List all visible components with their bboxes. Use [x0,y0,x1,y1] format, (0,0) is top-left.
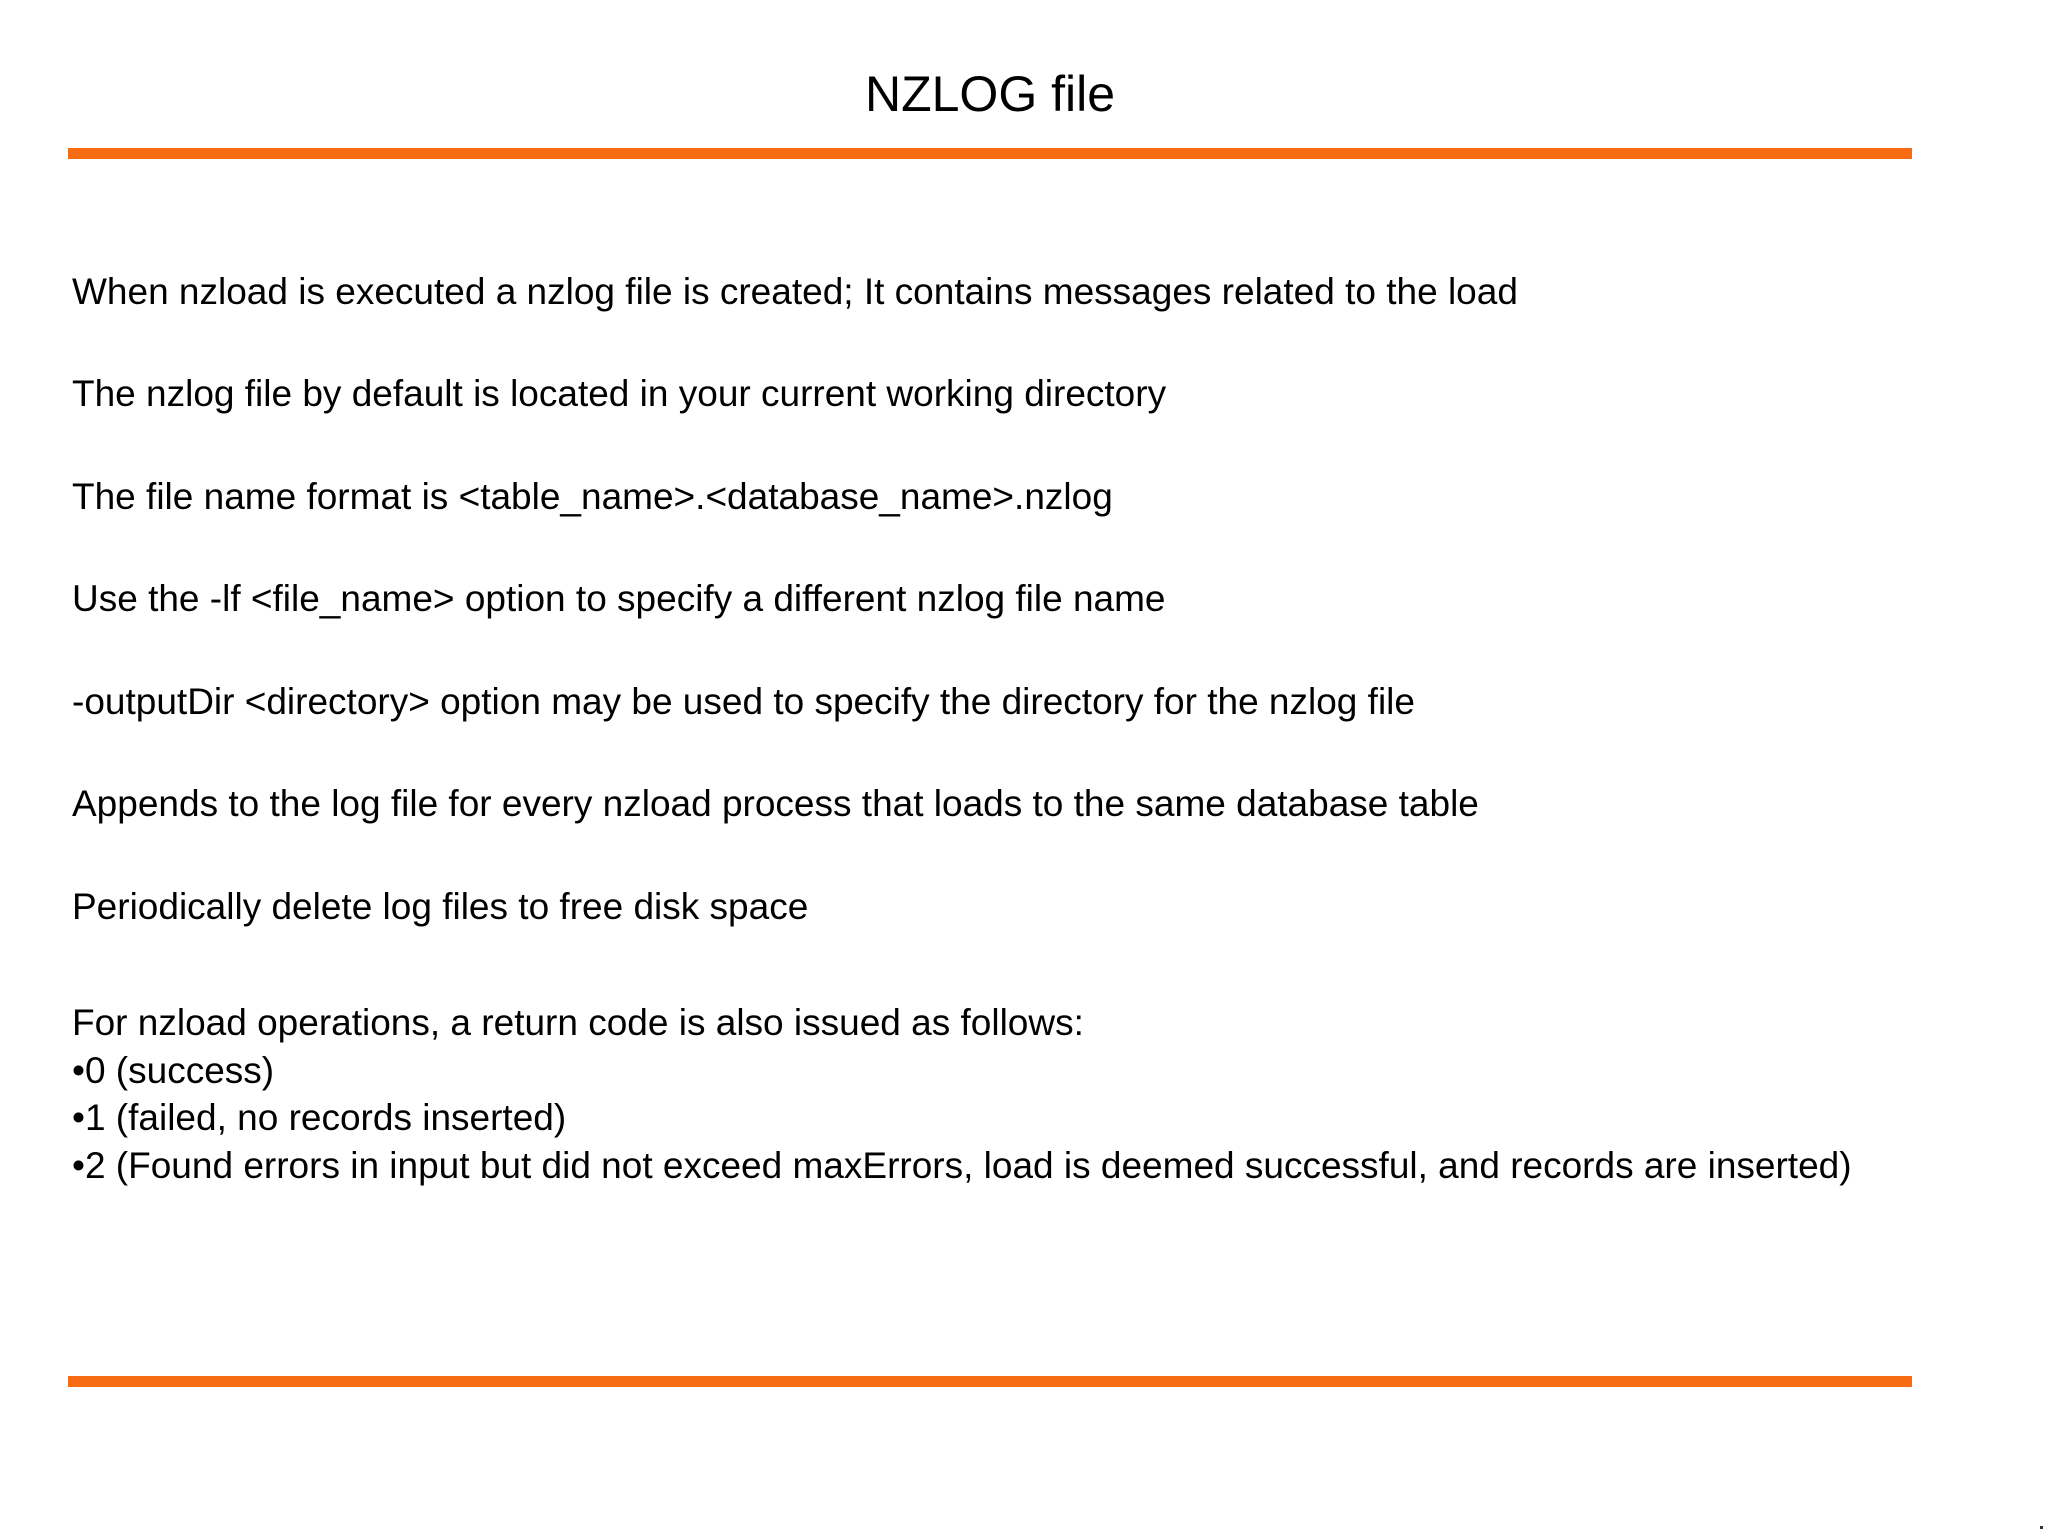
slide-title: NZLOG file [864,66,1116,122]
bottom-accent-rule [68,1376,1912,1387]
paragraph-default-location: The nzlog file by default is located in your current working directory [72,373,1167,414]
return-code-block [72,999,1862,1189]
paragraph-nzlog-created: When nzload is executed a nzlog file is created; It contains messages related to the load [72,271,1518,312]
paragraph-file-name-format: The file name format is <table_name>.<database_name>.nzlog [72,476,1113,517]
return-code-item: •0 (success) [72,1049,275,1091]
corner-dot [2040,1526,2043,1529]
paragraph-lf-option: Use the -lf <file_name> option to specify a different nzlog file name [72,578,1166,619]
return-code-item: •1 (failed, no records inserted) [72,1097,567,1138]
paragraph-appends-log: Appends to the log file for every nzload process that loads to the same database table [72,783,1479,824]
paragraph-delete-logs: Periodically delete log files to free disk space [72,886,809,927]
return-code-item: •2 (Found errors in input but did not exceed maxErrors, load is deemed successful, and records are inserted) [72,1144,1852,1186]
paragraph-outputdir-option: -outputDir <directory> option may be used to specify the directory for the nzlog file [72,681,1415,722]
return-code-intro: For nzload operations, a return code is also issued as follows: [72,1002,1084,1043]
top-accent-rule [68,148,1912,159]
